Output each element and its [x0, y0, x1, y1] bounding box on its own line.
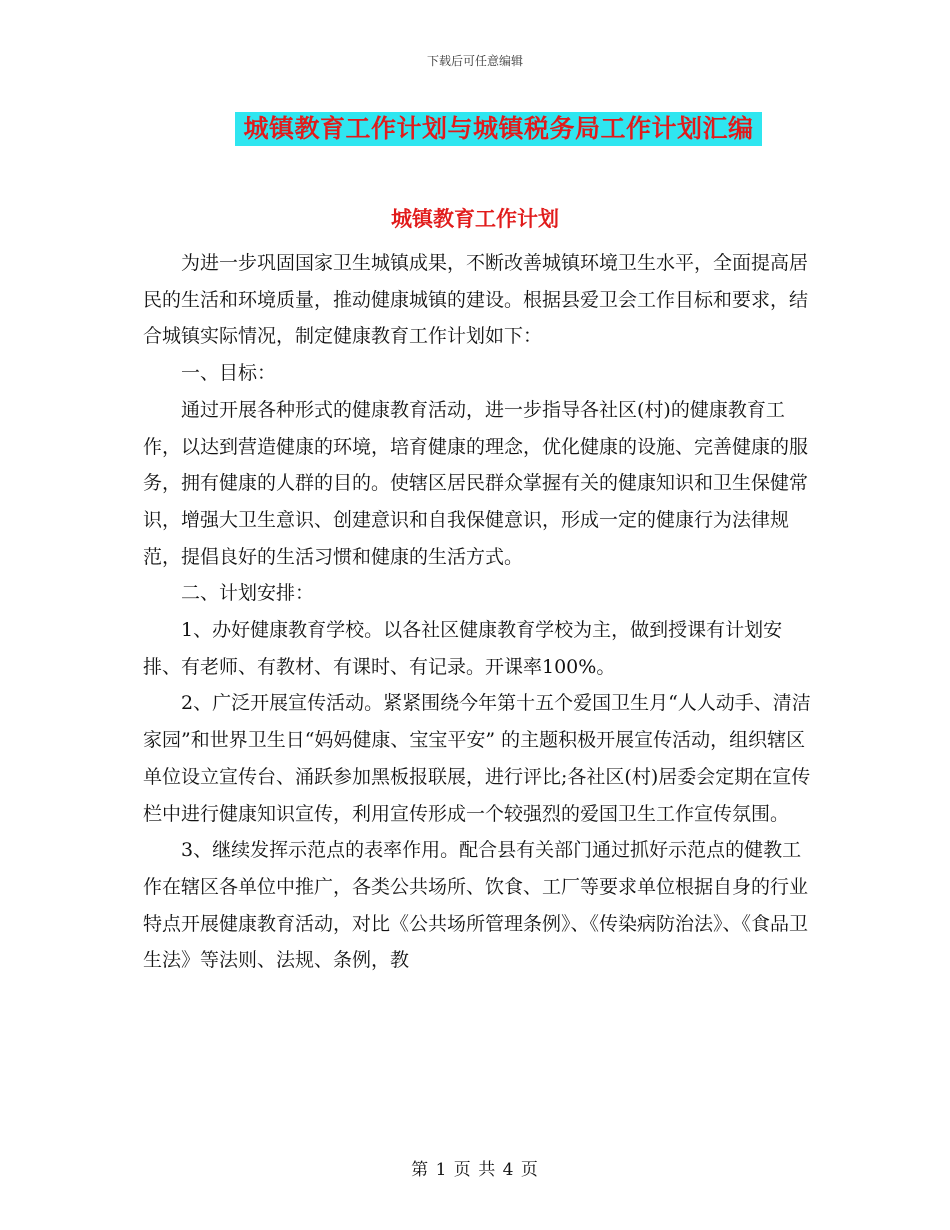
heading-goals: 一、目标： — [181, 362, 277, 385]
page-number: 第 1 页 共 4 页 — [411, 1160, 539, 1180]
paragraph-intro: 为进一步巩固国家卫生城镇成果，不断改善城镇环境卫生水平，全面提高居民的生活和环境质量，推动健康城镇的建设。根据县爱卫会工作目标和要求，结合城镇实际情况，制定健康教育工作计划如下： — [143, 252, 809, 348]
heading-plan: 二、计划安排： — [181, 582, 315, 605]
document-title: 城镇教育工作计划与城镇税务局工作计划汇编 — [235, 112, 762, 146]
paragraph-goals: 通过开展各种形式的健康教育活动，进一步指导各社区(村)的健康教育工作，以达到营造健康的环境，培育健康的理念，优化健康的设施、完善健康的服务，拥有健康的人群的目的。使辖区居民群众掌握有关的健康知识和卫生保健常识，增强大卫生意识、创建意识和自我保健意识，形成一定的健康行为法律规范，提倡良好的生活习惯和健康的生活方式。 — [143, 398, 809, 568]
paragraph-item-2: 2、广泛开展宣传活动。紧紧围绕今年第十五个爱国卫生月“人人动手、清洁家园”和世界卫生日“妈妈健康、宝宝平安” 的主题积极开展宣传活动，组织辖区单位设立宣传台、涌跃参加黑板报联展，进行评比;各社区(村)居委会定期在宣传栏中进行健康知识宣传，利用宣传形成一个较强烈的爱国卫生工作宣传氛围。 — [143, 692, 811, 825]
paragraph-item-1: 1、办好健康教育学校。以各社区健康教育学校为主，做到授课有计划安排、有老师、有教材、有课时、有记录。开课率100%。 — [143, 619, 783, 678]
section-title: 城镇教育工作计划 — [391, 206, 559, 231]
paragraph-item-3: 3、继续发挥示范点的表率作用。配合县有关部门通过抓好示范点的健教工作在辖区各单位中推广，各类公共场所、饮食、工厂等要求单位根据自身的行业特点开展健康教育活动，对比《公共场所管理条例》、《传染病防治法》、《食品卫生法》等法则、法规、条例，教 — [143, 839, 809, 972]
header-note: 下载后可任意编辑 — [426, 54, 523, 68]
document-body — [143, 245, 811, 979]
